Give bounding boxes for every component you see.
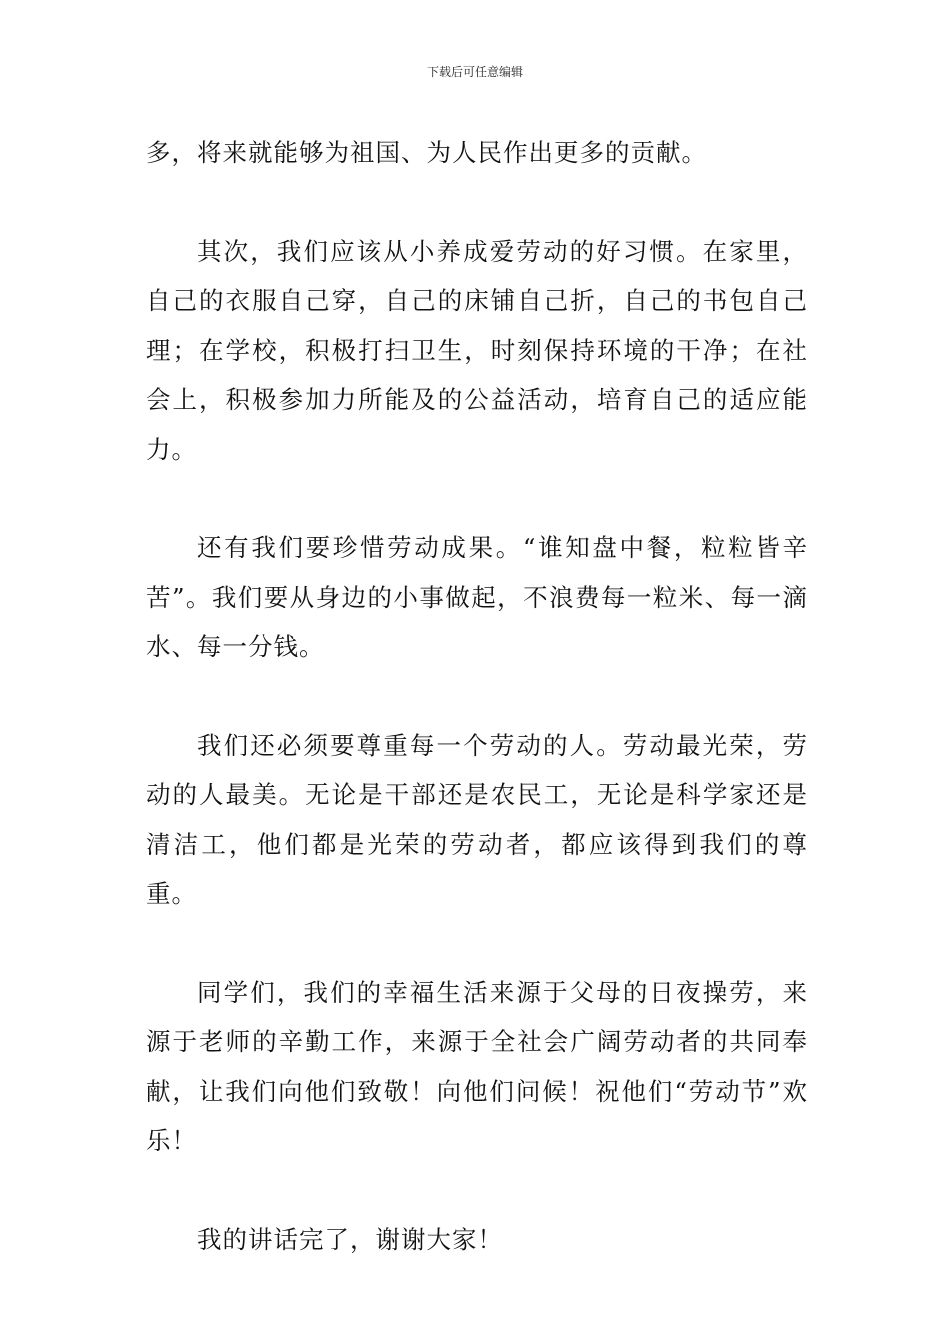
paragraph-gratitude: 同学们，我们的幸福生活来源于父母的日夜操劳，来源于老师的辛勤工作，来源于全社会广阔劳动者的共同奉献，让我们向他们致敬！向他们问候！祝他们“劳动节”欢乐！ [146,977,808,1155]
paragraph-good-habits: 其次，我们应该从小养成爱劳动的好习惯。在家里，自己的衣服自己穿，自己的床铺自己折，自己的书包自己理；在学校，积极打扫卫生，时刻保持环境的干净；在社会上，积极参加力所能及的公益活动，培育自己的适应能力。 [146,236,808,464]
page-header: 下载后可任意编辑 [426,65,523,79]
paragraph-respect-workers: 我们还必须要尊重每一个劳动的人。劳动最光荣，劳动的人最美。无论是干部还是农民工，无论是科学家还是清洁工，他们都是光荣的劳动者，都应该得到我们的尊重。 [146,730,808,908]
paragraph-continuation: 多，将来就能够为祖国、为人民作出更多的贡献。 [146,138,707,167]
paragraph-cherish-labor: 还有我们要珍惜劳动成果。“谁知盘中餐，粒粒皆辛苦”。我们要从身边的小事做起，不浪费每一粒米、每一滴水、每一分钱。 [146,533,808,661]
paragraph-closing: 我的讲话完了，谢谢大家！ [197,1224,503,1254]
document-body [146,128,808,1313]
